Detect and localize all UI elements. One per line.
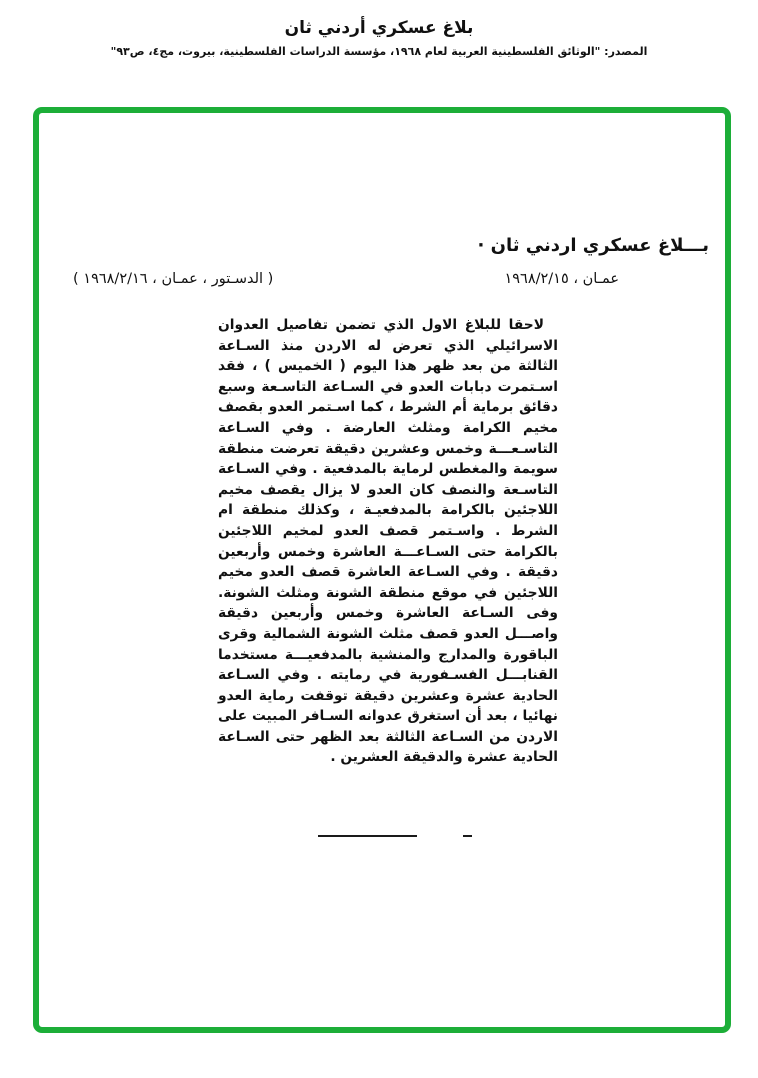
page-title: بلاغ عسكري أردني ثان xyxy=(284,18,474,38)
page-header xyxy=(0,18,758,58)
communique-body-text: لاحقا للبلاغ الاول الذي تضمن تفاصيل العدوان الاسرائيلي الذي تعرض له الاردن منذ السـاعة الثالثة من بعد ظهر هذا اليوم ( الخميس ) ، فقد اسـتمرت دبابات العدو في السـاعة التاسـعة وسبع دقائق برماية أم الشرط ، كما اسـتمر العدو بقصف مخيم الكرامة ومثلث العارضة . وفي السـاعة التاسـعـــة وخمس وعشرين دقيقة تعرضت منطقة سويمة والمغطس لرماية بالمدفعية . وفي السـاعة التاسـعة والنصف كان العدو لا يزال يقصف مخيم اللاجئين بالكرامة بالمدفعيـة ، وكذلك منطقة ام الشرط . واسـتمر قصف العدو لمخيم اللاجئين بالكرامة حتى السـاعـــة العاشرة وخمس وأربعين دقيقة . وفي السـاعة العاشرة قصف العدو مخيم اللاجئين في موقع منطقة الشونة ومثلث الشونة. وفى السـاعة العاشرة وخمس وأربعين دقيقة واصـــل العدو قصف مثلث الشونة الشمالية وقرى الباقورة والمدارج والمنشية بالمدفعيـــة مستخدما القنابـــل الفسـفورية في رمايته . وفي السـاعة الحادية عشرة وعشرين دقيقة توقفت رماية العدو نهائيا ، بعد أن استغرق عدوانه السـافر المبيت على الاردن من السـاعة الثالثة بعد الظهر حتى السـاعة الحادية عشرة والدقيقة العشرين . xyxy=(218,317,558,766)
source-citation: المصدر: "الوثائق الفلسطينية العربية لعام ١٩٦٨، مؤسسة الدراسات الفلسطينية، بيروت، مج٤، ص٩٣" xyxy=(110,45,648,58)
document-frame xyxy=(33,107,731,1033)
signature-dash xyxy=(463,835,472,837)
publication-reference: ( الدسـتور ، عمـان ، ١٩٦٨/٢/١٦ ) xyxy=(73,271,274,287)
dateline-place-date: عمـان ، ١٩٦٨/٢/١٥ xyxy=(504,271,619,287)
communique-title: بـــلاغ عسكري اردني ثان · xyxy=(477,235,709,256)
signature-line xyxy=(318,835,417,837)
